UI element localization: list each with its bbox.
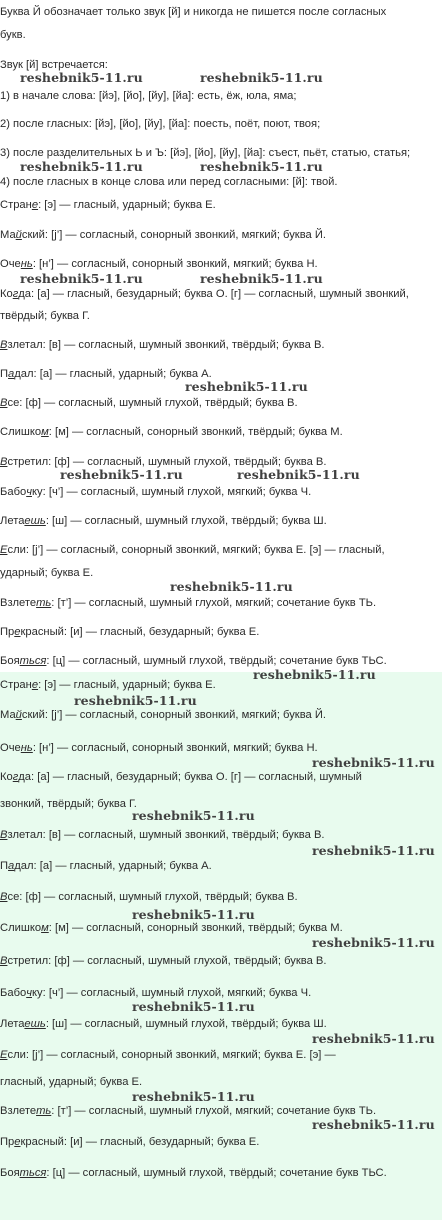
watermark: reshebnik5-11.ru bbox=[170, 579, 293, 594]
analysis-text: : [ц] — согласный, шумный глухой, твёрдый; сочетание букв ТЬС. bbox=[46, 655, 387, 667]
analysed-letters: В bbox=[0, 955, 8, 967]
analysed-letters: г bbox=[12, 771, 19, 783]
analysis-text: стретил: [ф] — согласный, шумный глухой, твёрдый; буква В. bbox=[7, 955, 327, 967]
analysis-text: Бабо bbox=[0, 987, 27, 999]
analysis-text: П bbox=[0, 368, 9, 380]
analysed-letters: а bbox=[8, 368, 15, 380]
analysed-letters: ч bbox=[26, 486, 32, 498]
analysis-text: ский: [j’] — согласный, сонорный звонкий, мягкий; буква Й. bbox=[21, 709, 326, 721]
intro-item: 3) после разделительных Ь и Ъ: [йэ], [йо], [йу], [йа]: съест, пьёт, статью, статья; bbox=[0, 147, 411, 159]
watermark: reshebnik5-11.ru bbox=[312, 935, 435, 950]
analysis-line bbox=[0, 890, 298, 904]
analysis-text: : [т’] — согласный, шумный глухой, мягкий; сочетание букв ТЬ. bbox=[51, 597, 377, 609]
watermark: reshebnik5-11.ru bbox=[185, 379, 308, 394]
analysis-text: злетал: [в] — согласный, шумный звонкий, твёрдый; буква В. bbox=[7, 339, 325, 351]
analysis-line bbox=[0, 543, 385, 557]
watermark: reshebnik5-11.ru bbox=[132, 907, 255, 922]
analysis-text: Слишко bbox=[0, 922, 42, 934]
analysis-line bbox=[0, 367, 212, 381]
watermark: reshebnik5-11.ru bbox=[132, 1089, 255, 1104]
analysis-line bbox=[0, 678, 216, 692]
analysis-text: Ко bbox=[0, 771, 13, 783]
analysis-text: Пр bbox=[0, 626, 15, 638]
analysis-text: Лета bbox=[0, 515, 25, 527]
analysis-line bbox=[0, 257, 318, 271]
analysed-letters: В bbox=[0, 891, 8, 903]
analysis-line bbox=[0, 1135, 259, 1149]
analysis-text: Взлете bbox=[0, 597, 37, 609]
analysed-letters: В bbox=[0, 397, 8, 409]
intro-heading: Звук [й] встречается: bbox=[0, 59, 108, 71]
analysis-line bbox=[0, 198, 216, 212]
analysis-text: Боя bbox=[0, 1167, 20, 1179]
analysed-letters: нь bbox=[20, 258, 33, 270]
analysed-letters: м bbox=[41, 426, 49, 438]
analysis-text: Ма bbox=[0, 709, 16, 721]
analysis-text: красный: [и] — гласный, безударный; буква Е. bbox=[20, 626, 260, 638]
analysed-letters: й bbox=[15, 709, 22, 721]
analysed-letters: ть bbox=[36, 597, 52, 609]
analysis-text: дал: [а] — гласный, ударный; буква А. bbox=[14, 860, 212, 872]
analysis-text: стретил: [ф] — согласный, шумный глухой, твёрдый; буква В. bbox=[7, 456, 327, 468]
watermark: reshebnik5-11.ru bbox=[132, 999, 255, 1014]
analysis-line bbox=[0, 859, 212, 873]
analysed-letters: В bbox=[0, 339, 8, 351]
watermark: reshebnik5-11.ru bbox=[200, 159, 323, 174]
analysis-text: : [ц] — согласный, шумный глухой, твёрдый; сочетание букв ТЬС. bbox=[46, 1167, 387, 1179]
watermark: reshebnik5-11.ru bbox=[132, 808, 255, 823]
analysed-letters: ешь bbox=[24, 515, 46, 527]
analysis-text: Боя bbox=[0, 655, 20, 667]
analysed-letters: Е bbox=[0, 544, 8, 556]
analysis-text: ку: [ч’] — согласный, шумный глухой, мягкий; буква Ч. bbox=[32, 987, 312, 999]
analysis-line bbox=[0, 514, 327, 528]
analysis-text: твёрдый; буква Г. bbox=[0, 310, 90, 322]
analysed-letters: ться bbox=[19, 655, 47, 667]
analysis-line bbox=[0, 228, 326, 242]
analysis-text: Лета bbox=[0, 1018, 25, 1030]
analysed-letters: ть bbox=[36, 1105, 52, 1117]
analysis-line bbox=[0, 1166, 387, 1180]
analysis-text: : [м] — согласный, сонорный звонкий, твёрдый; буква М. bbox=[48, 922, 343, 934]
analysis-text: звонкий, твёрдый; буква Г. bbox=[0, 798, 137, 810]
analysis-line bbox=[0, 425, 343, 439]
analysis-text: : [э] — гласный, ударный; буква Е. bbox=[38, 679, 216, 691]
analysed-letters: е bbox=[14, 1136, 21, 1148]
watermark: reshebnik5-11.ru bbox=[312, 755, 435, 770]
analysis-line bbox=[0, 654, 387, 668]
analysis-line bbox=[0, 921, 343, 935]
analysed-letters: м bbox=[41, 922, 49, 934]
watermark: reshebnik5-11.ru bbox=[312, 1117, 435, 1132]
analysis-line bbox=[0, 954, 327, 968]
analysis-text: ку: [ч’] — согласный, шумный глухой, мягкий; буква Ч. bbox=[32, 486, 312, 498]
analysis-line bbox=[0, 596, 376, 610]
analysed-letters: е bbox=[14, 626, 21, 638]
analysis-line bbox=[0, 797, 137, 811]
watermark: reshebnik5-11.ru bbox=[20, 271, 143, 286]
analysis-text: ударный; буква Е. bbox=[0, 567, 94, 579]
analysis-text: сли: [j’] — согласный, сонорный звонкий, мягкий; буква Е. [э] — гласный, bbox=[7, 544, 385, 556]
analysis-text: : [э] — гласный, ударный; буква Е. bbox=[38, 199, 216, 211]
analysed-letters: Е bbox=[0, 1049, 8, 1061]
analysis-text: : [ш] — согласный, шумный глухой, твёрдый; буква Ш. bbox=[45, 1018, 327, 1030]
analysis-text: се: [ф] — согласный, шумный глухой, твёрдый; буква В. bbox=[7, 891, 298, 903]
analysis-text: Оче bbox=[0, 258, 21, 270]
analysis-text: Оче bbox=[0, 742, 21, 754]
watermark: reshebnik5-11.ru bbox=[200, 271, 323, 286]
analysis-line bbox=[0, 396, 298, 410]
watermark: reshebnik5-11.ru bbox=[253, 667, 376, 682]
watermark: reshebnik5-11.ru bbox=[312, 1031, 435, 1046]
analysis-text: Стран bbox=[0, 679, 32, 691]
analysis-line bbox=[0, 828, 325, 842]
analysis-text: Ко bbox=[0, 288, 13, 300]
analysis-text: сли: [j’] — согласный, сонорный звонкий, мягкий; буква Е. [э] — bbox=[7, 1049, 336, 1061]
analysis-line bbox=[0, 287, 409, 301]
analysed-letters: ться bbox=[19, 1167, 47, 1179]
analysed-letters: е bbox=[31, 679, 39, 691]
watermark: reshebnik5-11.ru bbox=[20, 159, 143, 174]
analysis-line bbox=[0, 1017, 327, 1031]
watermark: reshebnik5-11.ru bbox=[237, 467, 360, 482]
analysis-line bbox=[0, 485, 311, 499]
analysis-line bbox=[0, 1048, 336, 1062]
intro-line-2: букв. bbox=[0, 29, 26, 41]
analysis-text: Стран bbox=[0, 199, 32, 211]
analysis-text: П bbox=[0, 860, 9, 872]
analysis-text: Бабо bbox=[0, 486, 27, 498]
analysis-text: дал: [а] — гласный, ударный; буква А. bbox=[14, 368, 212, 380]
analysis-text: : [м] — согласный, сонорный звонкий, твёрдый; буква М. bbox=[48, 426, 343, 438]
analysed-letters: В bbox=[0, 456, 8, 468]
watermark: reshebnik5-11.ru bbox=[74, 693, 197, 708]
analysis-line bbox=[0, 1075, 142, 1089]
analysed-letters: й bbox=[15, 229, 22, 241]
analysed-letters: ешь bbox=[24, 1018, 46, 1030]
analysis-line bbox=[0, 566, 93, 580]
analysed-letters: нь bbox=[20, 742, 33, 754]
analysis-line bbox=[0, 741, 318, 755]
analysis-line bbox=[0, 1104, 376, 1118]
watermark: reshebnik5-11.ru bbox=[312, 843, 435, 858]
analysis-text: ский: [j’] — согласный, сонорный звонкий, мягкий; буква Й. bbox=[21, 229, 326, 241]
analysis-text: : [н’] — согласный, сонорный звонкий, мягкий; буква Н. bbox=[32, 258, 318, 270]
analysis-text: красный: [и] — гласный, безударный; буква Е. bbox=[20, 1136, 260, 1148]
analysed-letters: В bbox=[0, 829, 8, 841]
analysis-text: : [т’] — согласный, шумный глухой, мягкий; сочетание букв ТЬ. bbox=[51, 1105, 377, 1117]
analysis-text: Пр bbox=[0, 1136, 15, 1148]
analysed-letters: ч bbox=[26, 987, 32, 999]
analysis-line bbox=[0, 625, 259, 639]
analysis-text: да: [а] — гласный, безударный; буква О. [г] — согласный, шумный bbox=[18, 771, 362, 783]
analysis-line bbox=[0, 770, 362, 784]
analysis-text: злетал: [в] — согласный, шумный звонкий, твёрдый; буква В. bbox=[7, 829, 325, 841]
watermark: reshebnik5-11.ru bbox=[20, 70, 143, 85]
watermark: reshebnik5-11.ru bbox=[200, 70, 323, 85]
analysed-letters: е bbox=[31, 199, 39, 211]
analysis-text: : [ш] — согласный, шумный глухой, твёрдый; буква Ш. bbox=[45, 515, 327, 527]
analysed-letters: а bbox=[8, 860, 15, 872]
intro-item: 2) после гласных: [йэ], [йо], [йу], [йа]: поесть, поёт, поют, твоя; bbox=[0, 118, 321, 130]
intro-item: 1) в начале слова: [йэ], [йо], [йу], [йа]: есть, ёж, юла, яма; bbox=[0, 90, 297, 102]
watermark: reshebnik5-11.ru bbox=[60, 467, 183, 482]
analysis-text: Взлете bbox=[0, 1105, 37, 1117]
analysis-text: да: [а] — гласный, безударный; буква О. [г] — согласный, шумный звонкий, bbox=[18, 288, 409, 300]
intro-item: 4) после гласных в конце слова или перед согласными: [й]: твой. bbox=[0, 176, 338, 188]
analysis-line bbox=[0, 708, 326, 722]
analysis-line bbox=[0, 309, 90, 323]
analysis-line bbox=[0, 986, 311, 1000]
analysis-text: се: [ф] — согласный, шумный глухой, твёрдый; буква В. bbox=[7, 397, 298, 409]
analysis-text: гласный, ударный; буква Е. bbox=[0, 1076, 143, 1088]
analysed-letters: г bbox=[12, 288, 19, 300]
analysis-line bbox=[0, 338, 325, 352]
analysis-text: : [н’] — согласный, сонорный звонкий, мягкий; буква Н. bbox=[32, 742, 318, 754]
analysis-text: Ма bbox=[0, 229, 16, 241]
analysis-text: Слишко bbox=[0, 426, 42, 438]
intro-line-1: Буква Й обозначает только звук [й] и никогда не пишется после согласных bbox=[0, 6, 387, 18]
